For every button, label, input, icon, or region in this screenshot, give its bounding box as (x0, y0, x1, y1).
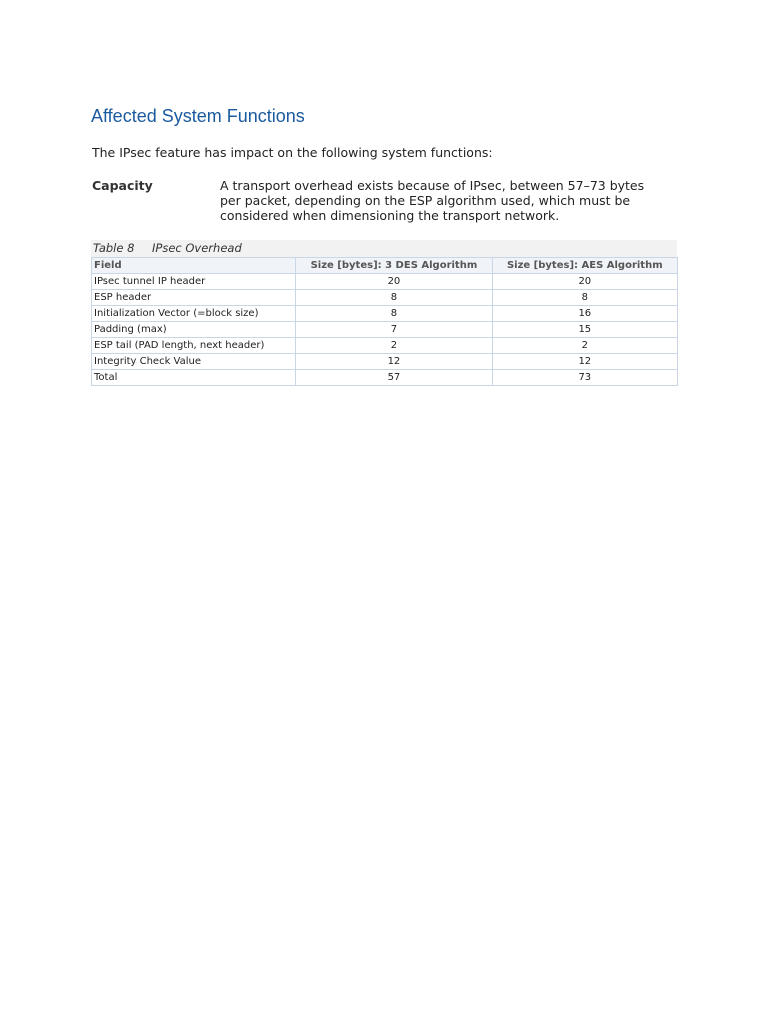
cell-field: Padding (max) (92, 322, 296, 338)
table-row (92, 338, 678, 354)
cell-3des: 7 (296, 322, 492, 338)
table-caption-title: IPsec Overhead (152, 241, 242, 255)
table-header-row (92, 258, 678, 274)
ipsec-overhead-table (91, 257, 678, 386)
cell-field: ESP header (92, 290, 296, 306)
cell-3des: 20 (296, 274, 492, 290)
cell-field: IPsec tunnel IP header (92, 274, 296, 290)
cell-3des: 12 (296, 354, 492, 370)
cell-aes: 2 (492, 338, 677, 354)
cell-aes: 73 (492, 370, 677, 386)
cell-aes: 20 (492, 274, 677, 290)
column-header-aes: Size [bytes]: AES Algorithm (492, 258, 677, 274)
cell-field: Integrity Check Value (92, 354, 296, 370)
cell-aes: 15 (492, 322, 677, 338)
table-row (92, 306, 678, 322)
table-row (92, 274, 678, 290)
cell-field: Total (92, 370, 296, 386)
cell-aes: 12 (492, 354, 677, 370)
cell-3des: 8 (296, 306, 492, 322)
table-caption-number: Table 8 (93, 241, 135, 255)
intro-text: The IPsec feature has impact on the following system functions: (92, 145, 493, 160)
cell-3des: 57 (296, 370, 492, 386)
cell-aes: 16 (492, 306, 677, 322)
definition-line: per packet, depending on the ESP algorithm used, which must be (220, 193, 631, 208)
table-caption (91, 240, 677, 257)
column-header-field: Field (92, 258, 296, 274)
cell-3des: 2 (296, 338, 492, 354)
section-heading: Affected System Functions (91, 106, 305, 126)
cell-aes: 8 (492, 290, 677, 306)
table-row-total (92, 370, 678, 386)
table-row (92, 290, 678, 306)
table-row (92, 354, 678, 370)
cell-3des: 8 (296, 290, 492, 306)
column-header-3des: Size [bytes]: 3 DES Algorithm (296, 258, 492, 274)
definition-line: considered when dimensioning the transport network. (220, 208, 560, 223)
capacity-term: Capacity (92, 178, 153, 193)
cell-field: Initialization Vector (=block size) (92, 306, 296, 322)
definition-line: A transport overhead exists because of IPsec, between 57–73 bytes (220, 178, 645, 193)
cell-field: ESP tail (PAD length, next header) (92, 338, 296, 354)
capacity-definition (220, 178, 675, 223)
table-row (92, 322, 678, 338)
